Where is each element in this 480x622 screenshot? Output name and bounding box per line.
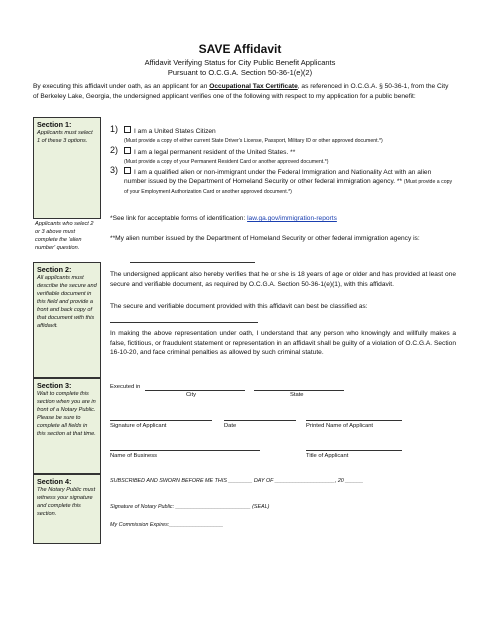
state-label: State [290,392,304,398]
date-label: Date [224,423,237,429]
title-label: Title of Applicant [306,453,349,459]
commission-expires-line: My Commission Expires:__________________ [110,522,224,528]
section-heading: Section 1: [37,120,72,129]
alien-number-question: **My alien number issued by the Department of Homeland Security or other federal immigration agency is: [110,235,420,242]
title-field[interactable] [306,450,402,451]
printed-name-label: Printed Name of Applicant [306,423,374,429]
applicant-signature-label: Signature of Applicant [110,423,167,429]
age-statement: The undersigned applicant also hereby verifies that he or she is 18 years of age or older and has provided at least one secure and verifiable document, as required by O.C.G.A. Section 50-36-1(e)(1), with this affidavit. [110,271,456,288]
page-title: SAVE Affidavit [198,42,282,56]
executed-in-label: Executed in [110,384,141,390]
section-3-box [33,378,101,474]
subtitle: Affidavit Verifying Status for City Public Benefit Applicants [144,58,336,67]
document-classification-field[interactable] [110,322,258,323]
date-field[interactable] [224,420,296,421]
section-instructions: Applicants must select 1 of these 3 options. [37,130,93,144]
checkbox[interactable] [124,167,131,174]
section-heading: Section 4: [37,477,72,486]
city-field[interactable] [145,390,245,391]
alien-number-note: Applicants who select 2 or 3 above must complete the 'alien number' question. [35,221,94,251]
business-name-field[interactable] [110,450,260,451]
alien-number-field[interactable] [130,262,255,263]
section-instructions: Wait to complete this section when you are in front of a Notary Public. Please be sure to complete all fields in this section at that time. [37,391,96,437]
city-label: City [186,392,196,398]
intro-paragraph: By executing this affidavit under oath, as an applicant for an Occupational Tax Certificate, as referenced in O.C.G.A. § 50-36-1, from the City of Berkeley Lake, Georgia, the undersigned applicant verifies one of the following with respect to my application for a public benefit: [33,83,449,100]
applicant-signature-field[interactable] [110,420,212,421]
checkbox[interactable] [124,147,131,154]
section-4-box [33,474,101,544]
identification-link[interactable]: law.ga.gov/immigration-reports [247,215,337,222]
printed-name-field[interactable] [306,420,402,421]
state-field[interactable] [254,390,344,391]
notary-signature-line: Signature of Notary Public: _________________________ (SEAL) [110,504,270,510]
certificate-name: Occupational Tax Certificate [209,83,298,90]
document-statement: The secure and verifiable document provided with this affidavit can best be classified as: [110,303,368,310]
subtitle-statute: Pursuant to O.C.G.A. Section 50-36-1(e)(2) [167,68,313,77]
section-heading: Section 3: [37,381,72,390]
section-2-box [33,262,101,378]
section-heading: Section 2: [37,265,72,274]
section-instructions: All applicants must describe the secure and verifiable document in this field and provide a front and back copy of that document with this affidavit. [37,275,97,329]
sworn-statement: SUBSCRIBED AND SWORN BEFORE ME THIS ________ DAY OF ____________________, 20 ______ [110,478,364,484]
section-instructions: The Notary Public must witness your signature and complete this section. [37,487,96,517]
penalty-statement: In making the above representation under oath, I understand that any person who knowingly and willfully makes a false, fictitious, or fraudulent statement or representation in an affidavit shall be guilty of a violation of O.C.G.A. Section 16-10-20, and face criminal penalties as allowed by such criminal statute. [110,330,456,357]
identification-link-line: *See link for acceptable forms of identification: law.ga.gov/immigration-reports [110,215,337,222]
section-1-box [33,117,101,219]
checkbox[interactable] [124,126,131,133]
business-name-label: Name of Business [110,453,158,459]
